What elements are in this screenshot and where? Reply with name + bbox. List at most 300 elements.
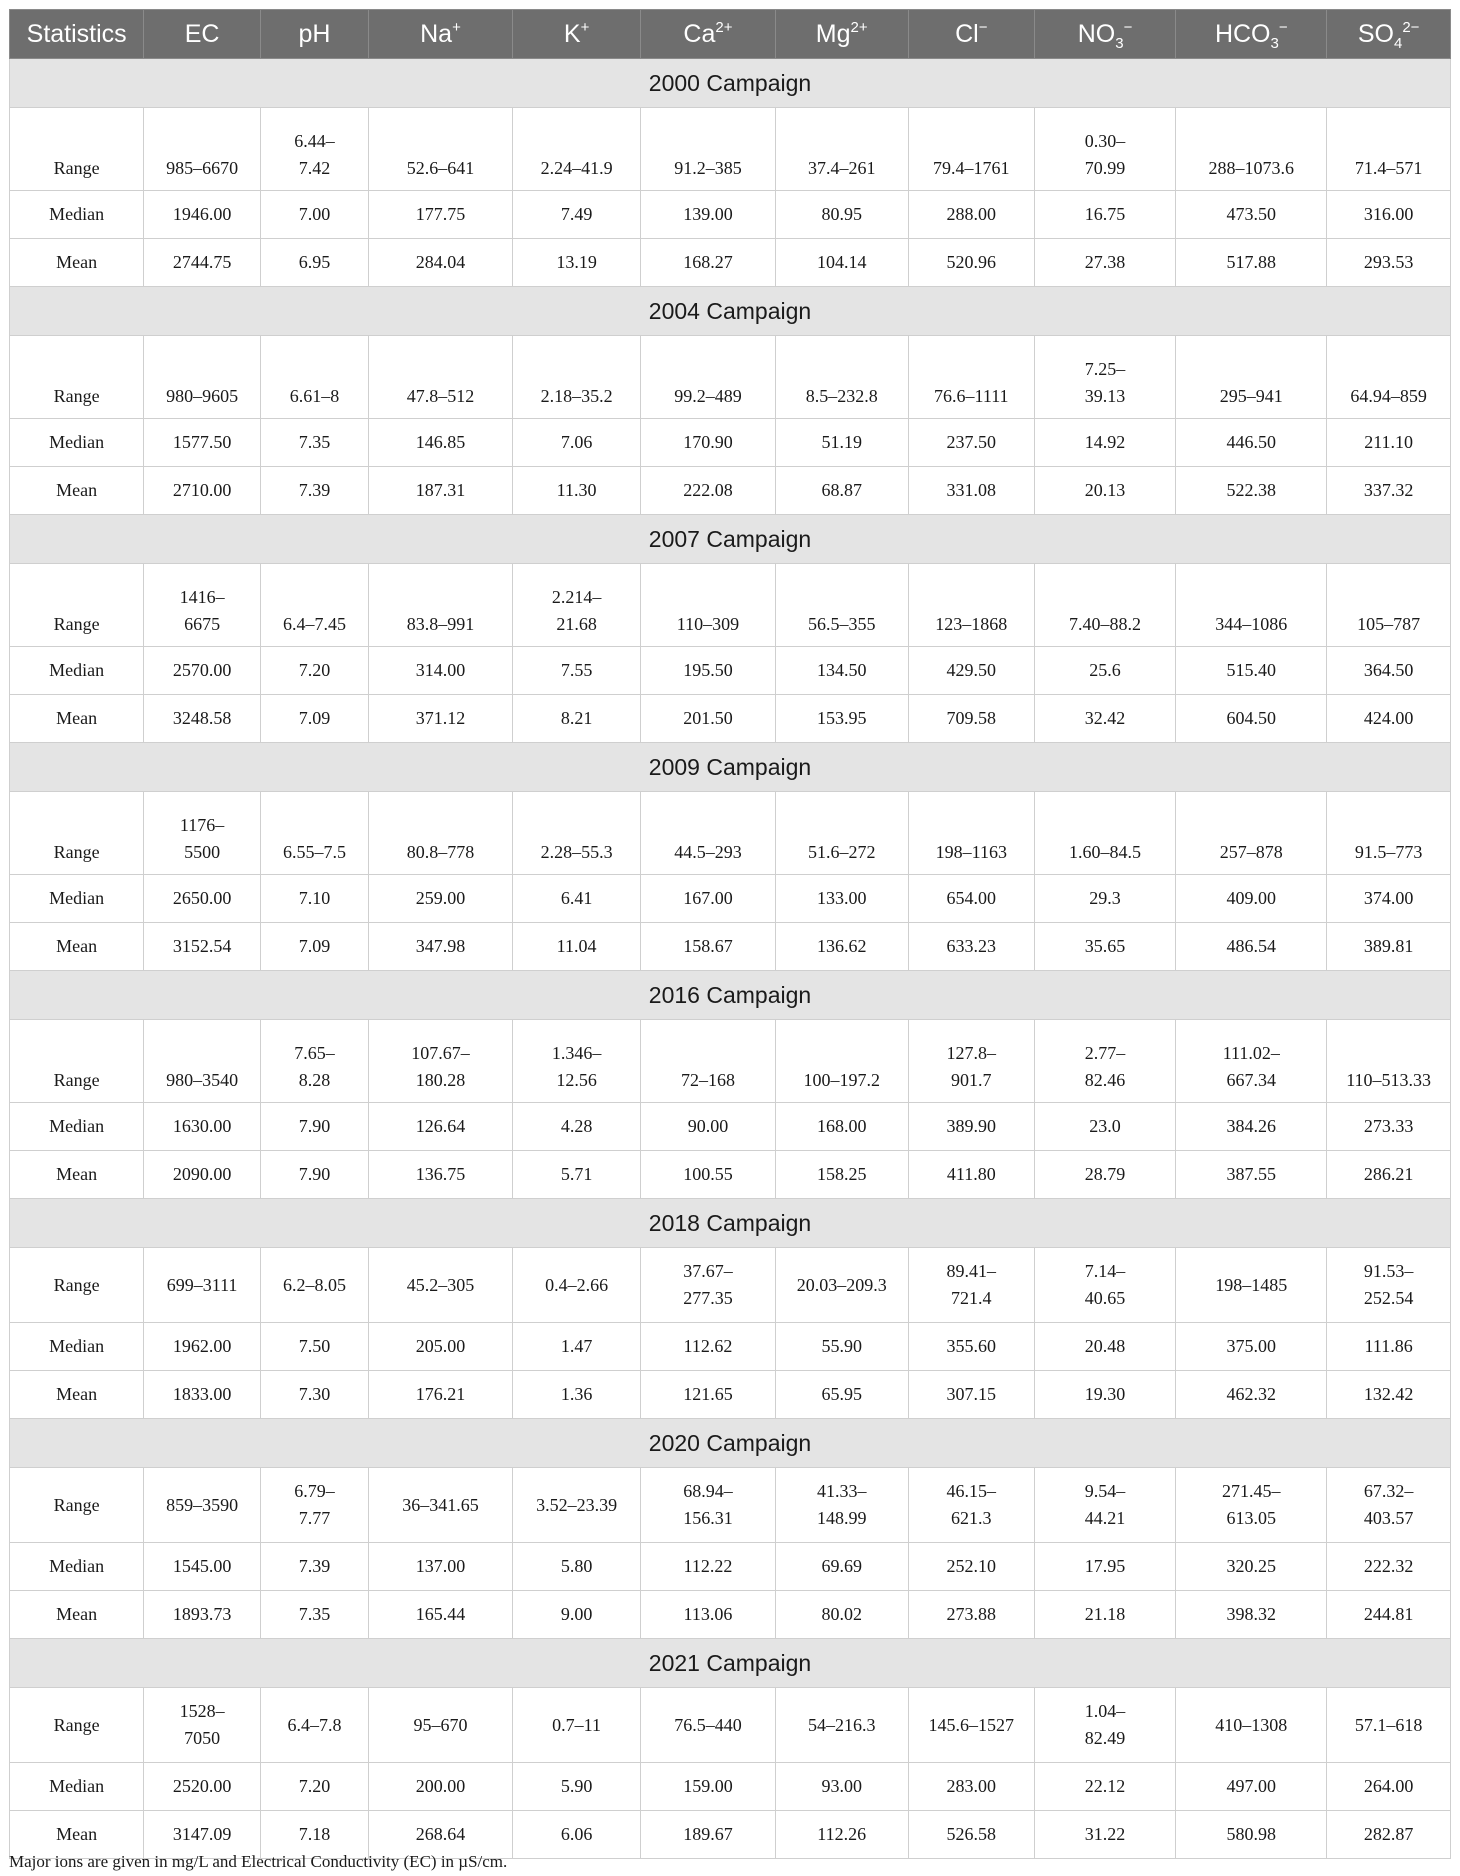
table-cell: 633.23 bbox=[908, 923, 1034, 971]
table-cell: 2.214– 21.68 bbox=[512, 564, 640, 647]
table-cell: 46.15– 621.3 bbox=[908, 1468, 1034, 1543]
table-cell: 201.50 bbox=[641, 695, 775, 743]
table-cell: 1545.00 bbox=[144, 1543, 261, 1591]
table-cell: 35.65 bbox=[1034, 923, 1175, 971]
table-cell: 424.00 bbox=[1327, 695, 1451, 743]
row-label: Mean bbox=[10, 1371, 144, 1419]
row-label: Mean bbox=[10, 467, 144, 515]
table-footnote: Major ions are given in mg/L and Electrical Conductivity (EC) in µS/cm. bbox=[9, 1852, 508, 1871]
table-cell: 17.95 bbox=[1034, 1543, 1175, 1591]
table-cell: 91.53– 252.54 bbox=[1327, 1248, 1451, 1323]
table-cell: 446.50 bbox=[1176, 419, 1327, 467]
table-cell: 7.90 bbox=[260, 1151, 368, 1199]
table-cell: 158.25 bbox=[775, 1151, 908, 1199]
table-cell: 2.77– 82.46 bbox=[1034, 1020, 1175, 1103]
table-cell: 473.50 bbox=[1176, 191, 1327, 239]
table-cell: 282.87 bbox=[1327, 1811, 1451, 1859]
table-cell: 273.33 bbox=[1327, 1103, 1451, 1151]
mean-row bbox=[10, 239, 1451, 287]
table-cell: 0.30– 70.99 bbox=[1034, 108, 1175, 191]
table-cell: 1577.50 bbox=[144, 419, 261, 467]
table-cell: 1.04– 82.49 bbox=[1034, 1688, 1175, 1763]
table-cell: 19.30 bbox=[1034, 1371, 1175, 1419]
table-cell: 27.38 bbox=[1034, 239, 1175, 287]
table-cell: 288.00 bbox=[908, 191, 1034, 239]
table-cell: 198–1485 bbox=[1176, 1248, 1327, 1323]
table-cell: 271.45– 613.05 bbox=[1176, 1468, 1327, 1543]
row-label: Median bbox=[10, 1323, 144, 1371]
table-cell: 47.8–512 bbox=[369, 336, 513, 419]
table-cell: 133.00 bbox=[775, 875, 908, 923]
range-row bbox=[10, 1020, 1451, 1103]
row-label: Median bbox=[10, 1103, 144, 1151]
range-row bbox=[10, 108, 1451, 191]
table-cell: 54–216.3 bbox=[775, 1688, 908, 1763]
campaign-header-row bbox=[10, 287, 1451, 336]
table-cell: 90.00 bbox=[641, 1103, 775, 1151]
table-cell: 2090.00 bbox=[144, 1151, 261, 1199]
header-na: Na+ bbox=[369, 10, 513, 59]
row-label: Mean bbox=[10, 923, 144, 971]
table-cell: 2570.00 bbox=[144, 647, 261, 695]
table-cell: 6.06 bbox=[512, 1811, 640, 1859]
table-cell: 7.20 bbox=[260, 1763, 368, 1811]
table-cell: 7.09 bbox=[260, 695, 368, 743]
range-row bbox=[10, 336, 1451, 419]
campaign-header-row bbox=[10, 1199, 1451, 1248]
table-cell: 387.55 bbox=[1176, 1151, 1327, 1199]
table-cell: 28.79 bbox=[1034, 1151, 1175, 1199]
table-cell: 167.00 bbox=[641, 875, 775, 923]
table-cell: 31.22 bbox=[1034, 1811, 1175, 1859]
table-cell: 1.47 bbox=[512, 1323, 640, 1371]
table-cell: 517.88 bbox=[1176, 239, 1327, 287]
table-cell: 980–3540 bbox=[144, 1020, 261, 1103]
table-cell: 41.33– 148.99 bbox=[775, 1468, 908, 1543]
table-cell: 7.18 bbox=[260, 1811, 368, 1859]
row-label: Range bbox=[10, 108, 144, 191]
campaign-title: 2000 Campaign bbox=[10, 59, 1451, 108]
table-cell: 1833.00 bbox=[144, 1371, 261, 1419]
table-cell: 7.39 bbox=[260, 1543, 368, 1591]
table-cell: 159.00 bbox=[641, 1763, 775, 1811]
table-cell: 1893.73 bbox=[144, 1591, 261, 1639]
row-label: Median bbox=[10, 419, 144, 467]
row-label: Mean bbox=[10, 1151, 144, 1199]
median-row bbox=[10, 1543, 1451, 1591]
range-row bbox=[10, 1248, 1451, 1323]
table-cell: 71.4–571 bbox=[1327, 108, 1451, 191]
table-cell: 6.2–8.05 bbox=[260, 1248, 368, 1323]
range-row bbox=[10, 564, 1451, 647]
table-cell: 709.58 bbox=[908, 695, 1034, 743]
table-cell: 283.00 bbox=[908, 1763, 1034, 1811]
table-cell: 1416– 6675 bbox=[144, 564, 261, 647]
table-cell: 429.50 bbox=[908, 647, 1034, 695]
table-cell: 2520.00 bbox=[144, 1763, 261, 1811]
table-cell: 176.21 bbox=[369, 1371, 513, 1419]
header-ph: pH bbox=[260, 10, 368, 59]
table-cell: 347.98 bbox=[369, 923, 513, 971]
header-mg: $Mg^{2+}$ bbox=[775, 10, 908, 59]
median-row bbox=[10, 1763, 1451, 1811]
table-cell: 462.32 bbox=[1176, 1371, 1327, 1419]
table-cell: 237.50 bbox=[908, 419, 1034, 467]
table-cell: 7.39 bbox=[260, 467, 368, 515]
table-cell: 13.19 bbox=[512, 239, 640, 287]
table-cell: 134.50 bbox=[775, 647, 908, 695]
table-cell: 158.67 bbox=[641, 923, 775, 971]
header-ca: $Ca^{2+}$ bbox=[641, 10, 775, 59]
table-cell: 411.80 bbox=[908, 1151, 1034, 1199]
table-cell: 57.1–618 bbox=[1327, 1688, 1451, 1763]
table-cell: 153.95 bbox=[775, 695, 908, 743]
table-cell: 168.00 bbox=[775, 1103, 908, 1151]
table-cell: 7.20 bbox=[260, 647, 368, 695]
table-cell: 136.75 bbox=[369, 1151, 513, 1199]
table-cell: 80.02 bbox=[775, 1591, 908, 1639]
table-cell: 52.6–641 bbox=[369, 108, 513, 191]
table-cell: 11.04 bbox=[512, 923, 640, 971]
table-body bbox=[10, 59, 1451, 1859]
header-row bbox=[10, 10, 1451, 59]
table-cell: 55.90 bbox=[775, 1323, 908, 1371]
mean-row bbox=[10, 1591, 1451, 1639]
table-cell: 6.95 bbox=[260, 239, 368, 287]
table-cell: 95–670 bbox=[369, 1688, 513, 1763]
table-cell: 36–341.65 bbox=[369, 1468, 513, 1543]
row-label: Mean bbox=[10, 695, 144, 743]
table-cell: 288–1073.6 bbox=[1176, 108, 1327, 191]
table-cell: 145.6–1527 bbox=[908, 1688, 1034, 1763]
table-cell: 1946.00 bbox=[144, 191, 261, 239]
table-cell: 374.00 bbox=[1327, 875, 1451, 923]
header-statistics: Statistics bbox=[10, 10, 144, 59]
table-cell: 177.75 bbox=[369, 191, 513, 239]
table-cell: 37.67– 277.35 bbox=[641, 1248, 775, 1323]
table-cell: 7.40–88.2 bbox=[1034, 564, 1175, 647]
table-cell: 1630.00 bbox=[144, 1103, 261, 1151]
table-cell: 398.32 bbox=[1176, 1591, 1327, 1639]
table-cell: 526.58 bbox=[908, 1811, 1034, 1859]
table-cell: 295–941 bbox=[1176, 336, 1327, 419]
table-cell: 497.00 bbox=[1176, 1763, 1327, 1811]
table-cell: 104.14 bbox=[775, 239, 908, 287]
table-cell: 7.25– 39.13 bbox=[1034, 336, 1175, 419]
row-label: Median bbox=[10, 875, 144, 923]
table-cell: 222.32 bbox=[1327, 1543, 1451, 1591]
header-hco3: $HCO_3^-$ bbox=[1176, 10, 1327, 59]
table-cell: 8.5–232.8 bbox=[775, 336, 908, 419]
table-cell: 268.64 bbox=[369, 1811, 513, 1859]
median-row bbox=[10, 1103, 1451, 1151]
statistics-table-container bbox=[9, 9, 1451, 1859]
row-label: Mean bbox=[10, 239, 144, 287]
table-cell: 51.19 bbox=[775, 419, 908, 467]
table-cell: 8.21 bbox=[512, 695, 640, 743]
table-cell: 16.75 bbox=[1034, 191, 1175, 239]
row-label: Mean bbox=[10, 1811, 144, 1859]
table-cell: 121.65 bbox=[641, 1371, 775, 1419]
table-cell: 3152.54 bbox=[144, 923, 261, 971]
table-cell: 6.41 bbox=[512, 875, 640, 923]
row-label: Range bbox=[10, 1248, 144, 1323]
table-cell: 7.30 bbox=[260, 1371, 368, 1419]
table-cell: 37.4–261 bbox=[775, 108, 908, 191]
table-cell: 5.80 bbox=[512, 1543, 640, 1591]
table-cell: 520.96 bbox=[908, 239, 1034, 287]
table-cell: 293.53 bbox=[1327, 239, 1451, 287]
row-label: Range bbox=[10, 1020, 144, 1103]
table-cell: 259.00 bbox=[369, 875, 513, 923]
table-cell: 7.35 bbox=[260, 419, 368, 467]
table-cell: 20.13 bbox=[1034, 467, 1175, 515]
table-cell: 6.55–7.5 bbox=[260, 792, 368, 875]
table-cell: 515.40 bbox=[1176, 647, 1327, 695]
table-cell: 112.62 bbox=[641, 1323, 775, 1371]
table-cell: 284.04 bbox=[369, 239, 513, 287]
table-cell: 198–1163 bbox=[908, 792, 1034, 875]
table-cell: 244.81 bbox=[1327, 1591, 1451, 1639]
table-cell: 65.95 bbox=[775, 1371, 908, 1419]
table-cell: 76.6–1111 bbox=[908, 336, 1034, 419]
table-cell: 7.00 bbox=[260, 191, 368, 239]
table-header bbox=[10, 10, 1451, 59]
table-cell: 2.28–55.3 bbox=[512, 792, 640, 875]
table-cell: 112.26 bbox=[775, 1811, 908, 1859]
table-cell: 222.08 bbox=[641, 467, 775, 515]
table-cell: 111.02– 667.34 bbox=[1176, 1020, 1327, 1103]
table-cell: 45.2–305 bbox=[369, 1248, 513, 1323]
table-cell: 7.14– 40.65 bbox=[1034, 1248, 1175, 1323]
table-cell: 314.00 bbox=[369, 647, 513, 695]
table-cell: 384.26 bbox=[1176, 1103, 1327, 1151]
table-cell: 136.62 bbox=[775, 923, 908, 971]
table-cell: 9.00 bbox=[512, 1591, 640, 1639]
table-cell: 22.12 bbox=[1034, 1763, 1175, 1811]
table-cell: 67.32– 403.57 bbox=[1327, 1468, 1451, 1543]
row-label: Range bbox=[10, 792, 144, 875]
table-cell: 80.95 bbox=[775, 191, 908, 239]
campaign-header-row bbox=[10, 1419, 1451, 1468]
table-cell: 3248.58 bbox=[144, 695, 261, 743]
table-cell: 410–1308 bbox=[1176, 1688, 1327, 1763]
median-row bbox=[10, 875, 1451, 923]
table-cell: 79.4–1761 bbox=[908, 108, 1034, 191]
table-cell: 113.06 bbox=[641, 1591, 775, 1639]
table-cell: 107.67– 180.28 bbox=[369, 1020, 513, 1103]
table-cell: 6.79– 7.77 bbox=[260, 1468, 368, 1543]
campaign-title: 2020 Campaign bbox=[10, 1419, 1451, 1468]
row-label: Median bbox=[10, 647, 144, 695]
header-k: K+ bbox=[512, 10, 640, 59]
table-cell: 7.50 bbox=[260, 1323, 368, 1371]
table-cell: 7.55 bbox=[512, 647, 640, 695]
table-cell: 20.48 bbox=[1034, 1323, 1175, 1371]
campaign-title: 2004 Campaign bbox=[10, 287, 1451, 336]
table-cell: 14.92 bbox=[1034, 419, 1175, 467]
table-cell: 21.18 bbox=[1034, 1591, 1175, 1639]
table-cell: 139.00 bbox=[641, 191, 775, 239]
median-row bbox=[10, 419, 1451, 467]
table-cell: 127.8– 901.7 bbox=[908, 1020, 1034, 1103]
table-cell: 68.87 bbox=[775, 467, 908, 515]
table-cell: 146.85 bbox=[369, 419, 513, 467]
table-cell: 110–309 bbox=[641, 564, 775, 647]
table-cell: 99.2–489 bbox=[641, 336, 775, 419]
table-cell: 2.24–41.9 bbox=[512, 108, 640, 191]
table-cell: 1528– 7050 bbox=[144, 1688, 261, 1763]
table-cell: 200.00 bbox=[369, 1763, 513, 1811]
mean-row bbox=[10, 1371, 1451, 1419]
table-cell: 2.18–35.2 bbox=[512, 336, 640, 419]
table-cell: 195.50 bbox=[641, 647, 775, 695]
table-cell: 980–9605 bbox=[144, 336, 261, 419]
campaign-header-row bbox=[10, 1639, 1451, 1688]
campaign-header-row bbox=[10, 971, 1451, 1020]
table-cell: 51.6–272 bbox=[775, 792, 908, 875]
table-cell: 93.00 bbox=[775, 1763, 908, 1811]
table-cell: 257–878 bbox=[1176, 792, 1327, 875]
median-row bbox=[10, 191, 1451, 239]
mean-row bbox=[10, 467, 1451, 515]
row-label: Median bbox=[10, 1763, 144, 1811]
table-cell: 1176– 5500 bbox=[144, 792, 261, 875]
table-cell: 0.7–11 bbox=[512, 1688, 640, 1763]
table-cell: 7.90 bbox=[260, 1103, 368, 1151]
table-cell: 91.2–385 bbox=[641, 108, 775, 191]
table-cell: 409.00 bbox=[1176, 875, 1327, 923]
table-cell: 2744.75 bbox=[144, 239, 261, 287]
table-cell: 7.49 bbox=[512, 191, 640, 239]
table-cell: 2710.00 bbox=[144, 467, 261, 515]
table-cell: 859–3590 bbox=[144, 1468, 261, 1543]
table-cell: 80.8–778 bbox=[369, 792, 513, 875]
table-cell: 522.38 bbox=[1176, 467, 1327, 515]
row-label: Mean bbox=[10, 1591, 144, 1639]
mean-row bbox=[10, 1151, 1451, 1199]
table-cell: 371.12 bbox=[369, 695, 513, 743]
table-cell: 286.21 bbox=[1327, 1151, 1451, 1199]
table-cell: 6.61–8 bbox=[260, 336, 368, 419]
table-cell: 123–1868 bbox=[908, 564, 1034, 647]
table-cell: 344–1086 bbox=[1176, 564, 1327, 647]
table-cell: 604.50 bbox=[1176, 695, 1327, 743]
campaign-header-row bbox=[10, 515, 1451, 564]
table-cell: 6.44– 7.42 bbox=[260, 108, 368, 191]
table-cell: 985–6670 bbox=[144, 108, 261, 191]
table-cell: 5.71 bbox=[512, 1151, 640, 1199]
table-cell: 7.65– 8.28 bbox=[260, 1020, 368, 1103]
table-cell: 3.52–23.39 bbox=[512, 1468, 640, 1543]
table-cell: 126.64 bbox=[369, 1103, 513, 1151]
mean-row bbox=[10, 695, 1451, 743]
row-label: Range bbox=[10, 564, 144, 647]
table-cell: 6.4–7.45 bbox=[260, 564, 368, 647]
row-label: Range bbox=[10, 1688, 144, 1763]
table-cell: 6.4–7.8 bbox=[260, 1688, 368, 1763]
table-cell: 654.00 bbox=[908, 875, 1034, 923]
table-cell: 1.346– 12.56 bbox=[512, 1020, 640, 1103]
header-so4: $SO_4^{2-}$ bbox=[1327, 10, 1451, 59]
table-cell: 355.60 bbox=[908, 1323, 1034, 1371]
table-cell: 20.03–209.3 bbox=[775, 1248, 908, 1323]
table-cell: 69.69 bbox=[775, 1543, 908, 1591]
range-row bbox=[10, 1468, 1451, 1543]
campaign-title: 2021 Campaign bbox=[10, 1639, 1451, 1688]
table-cell: 170.90 bbox=[641, 419, 775, 467]
table-cell: 1.36 bbox=[512, 1371, 640, 1419]
table-cell: 273.88 bbox=[908, 1591, 1034, 1639]
table-cell: 68.94– 156.31 bbox=[641, 1468, 775, 1543]
row-label: Range bbox=[10, 336, 144, 419]
table-cell: 7.35 bbox=[260, 1591, 368, 1639]
table-cell: 105–787 bbox=[1327, 564, 1451, 647]
table-cell: 5.90 bbox=[512, 1763, 640, 1811]
table-cell: 132.42 bbox=[1327, 1371, 1451, 1419]
table-cell: 1.60–84.5 bbox=[1034, 792, 1175, 875]
table-cell: 72–168 bbox=[641, 1020, 775, 1103]
table-cell: 29.3 bbox=[1034, 875, 1175, 923]
median-row bbox=[10, 1323, 1451, 1371]
campaign-title: 2009 Campaign bbox=[10, 743, 1451, 792]
table-cell: 7.09 bbox=[260, 923, 368, 971]
table-cell: 331.08 bbox=[908, 467, 1034, 515]
row-label: Range bbox=[10, 1468, 144, 1543]
table-cell: 111.86 bbox=[1327, 1323, 1451, 1371]
table-cell: 4.28 bbox=[512, 1103, 640, 1151]
mean-row bbox=[10, 923, 1451, 971]
table-cell: 7.06 bbox=[512, 419, 640, 467]
hydrochemistry-statistics-table bbox=[9, 9, 1451, 1859]
table-cell: 1962.00 bbox=[144, 1323, 261, 1371]
header-no3: $NO_3^-$ bbox=[1034, 10, 1175, 59]
table-cell: 364.50 bbox=[1327, 647, 1451, 695]
header-ec: EC bbox=[144, 10, 261, 59]
campaign-title: 2007 Campaign bbox=[10, 515, 1451, 564]
table-cell: 252.10 bbox=[908, 1543, 1034, 1591]
table-cell: 187.31 bbox=[369, 467, 513, 515]
table-cell: 23.0 bbox=[1034, 1103, 1175, 1151]
table-cell: 112.22 bbox=[641, 1543, 775, 1591]
table-cell: 110–513.33 bbox=[1327, 1020, 1451, 1103]
table-cell: 9.54– 44.21 bbox=[1034, 1468, 1175, 1543]
range-row bbox=[10, 792, 1451, 875]
table-cell: 7.10 bbox=[260, 875, 368, 923]
table-cell: 189.67 bbox=[641, 1811, 775, 1859]
table-cell: 64.94–859 bbox=[1327, 336, 1451, 419]
table-cell: 205.00 bbox=[369, 1323, 513, 1371]
row-label: Median bbox=[10, 191, 144, 239]
table-cell: 389.81 bbox=[1327, 923, 1451, 971]
table-cell: 3147.09 bbox=[144, 1811, 261, 1859]
table-cell: 337.32 bbox=[1327, 467, 1451, 515]
table-cell: 307.15 bbox=[908, 1371, 1034, 1419]
campaign-title: 2018 Campaign bbox=[10, 1199, 1451, 1248]
table-cell: 32.42 bbox=[1034, 695, 1175, 743]
table-cell: 83.8–991 bbox=[369, 564, 513, 647]
row-label: Median bbox=[10, 1543, 144, 1591]
table-cell: 44.5–293 bbox=[641, 792, 775, 875]
table-cell: 2650.00 bbox=[144, 875, 261, 923]
table-cell: 25.6 bbox=[1034, 647, 1175, 695]
header-cl: Cl− bbox=[908, 10, 1034, 59]
table-cell: 320.25 bbox=[1176, 1543, 1327, 1591]
table-cell: 100–197.2 bbox=[775, 1020, 908, 1103]
table-cell: 137.00 bbox=[369, 1543, 513, 1591]
table-cell: 580.98 bbox=[1176, 1811, 1327, 1859]
table-cell: 699–3111 bbox=[144, 1248, 261, 1323]
